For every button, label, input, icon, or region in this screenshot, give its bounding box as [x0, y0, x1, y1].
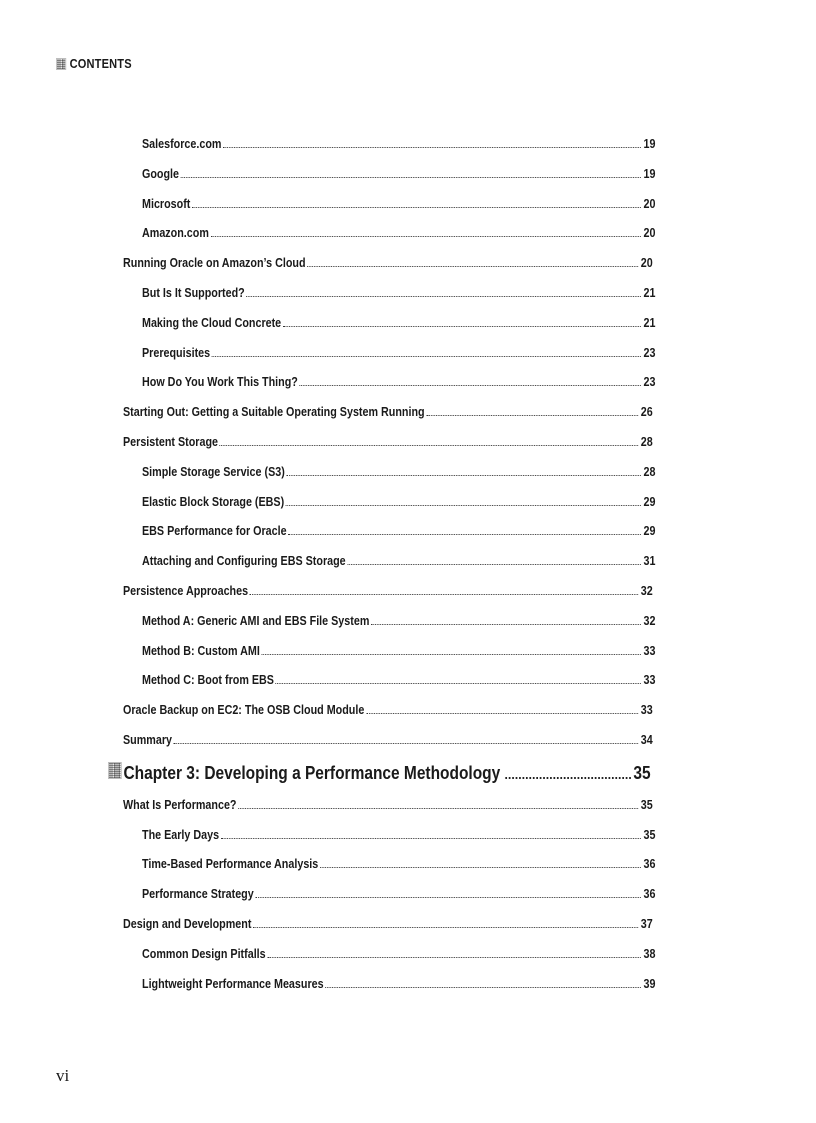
toc-entry-page: 28: [640, 435, 653, 449]
toc-entry[interactable]: [123, 733, 739, 753]
dot-leader: [253, 926, 638, 928]
toc-entry-page: 29: [643, 494, 656, 509]
toc-entry[interactable]: [142, 465, 739, 485]
toc-entry-title: Making the Cloud Concrete: [142, 315, 282, 330]
dot-leader: [371, 623, 641, 625]
dot-leader: [246, 295, 640, 297]
toc-entry-page: 32: [643, 613, 656, 628]
dot-leader: [288, 533, 641, 535]
toc-entry-page: 20: [640, 256, 653, 271]
dot-leader: [223, 146, 641, 148]
toc-entry-title: Method A: Generic AMI and EBS File System: [142, 613, 370, 628]
toc-entry[interactable]: [123, 584, 739, 604]
toc-entry-page: 23: [643, 375, 656, 390]
toc-entry[interactable]: [142, 947, 739, 967]
toc-entry-title: Performance Strategy: [142, 887, 254, 902]
toc-entry-page: 26: [640, 405, 653, 420]
toc-entry-title: Amazon.com: [142, 226, 209, 241]
toc-entry-title: Summary: [123, 733, 173, 747]
toc-entry[interactable]: [142, 673, 739, 693]
hatch-square-icon: [56, 58, 66, 70]
toc-entry-page: 35: [640, 797, 653, 812]
toc-entry-page: 37: [640, 917, 653, 931]
toc-entry[interactable]: [123, 256, 739, 276]
dot-leader: [267, 956, 641, 958]
dot-leader: [325, 986, 641, 988]
toc-entry-page: 20: [643, 196, 656, 211]
toc-entry-title: The Early Days: [142, 827, 220, 842]
toc-entry[interactable]: [142, 346, 739, 366]
toc-entry-title: Persistence Approaches: [123, 584, 249, 598]
dot-leader: [238, 807, 638, 809]
toc-entry-title: Attaching and Configuring EBS Storage: [142, 554, 346, 569]
toc-entry-title: What Is Performance?: [123, 797, 237, 812]
toc-entry[interactable]: [142, 828, 739, 848]
dot-leader: [221, 837, 641, 839]
toc-entry-page: 35: [643, 827, 656, 842]
toc-entry-page: 36: [643, 887, 656, 902]
toc-entry[interactable]: [142, 137, 739, 157]
toc-entry[interactable]: [142, 524, 739, 544]
toc-entry-page: 21: [643, 286, 656, 300]
dot-leader: [286, 504, 641, 506]
toc-entry-page: 36: [643, 857, 656, 872]
toc-entry-title: Method C: Boot from EBS: [142, 673, 274, 688]
dot-leader: [366, 712, 638, 714]
toc-entry-page: 33: [643, 673, 656, 688]
toc-entry-title: Elastic Block Storage (EBS): [142, 494, 285, 509]
dot-leader: [320, 866, 641, 868]
toc-entry-title: Oracle Backup on EC2: The OSB Cloud Module: [123, 703, 365, 718]
toc-entry-page: 33: [640, 703, 653, 718]
dot-leader: [287, 474, 641, 476]
toc-entry[interactable]: [142, 197, 739, 217]
toc-entry-title: Design and Development: [123, 917, 252, 931]
toc-entry-title: EBS Performance for Oracle: [142, 524, 287, 539]
toc-entry[interactable]: [142, 554, 739, 574]
toc-entry[interactable]: [142, 495, 739, 515]
toc-entry-title: Prerequisites: [142, 345, 211, 360]
toc-entry-title: Google: [142, 166, 180, 181]
dot-leader: [181, 176, 641, 178]
toc-entry-page: 33: [643, 643, 656, 658]
toc-entry-title: Lightweight Performance Measures: [142, 976, 324, 991]
dot-leader: [426, 414, 638, 416]
chapter-title: Chapter 3: Developing a Performance Methodology: [123, 762, 501, 783]
dot-leader: [505, 776, 630, 779]
dot-leader: [276, 682, 641, 684]
chapter-page: 35: [633, 762, 651, 783]
toc-entry[interactable]: [142, 375, 739, 395]
dot-leader: [307, 265, 638, 267]
toc-entry-title: Microsoft: [142, 196, 191, 211]
running-head-label: CONTENTS: [69, 56, 132, 71]
toc-entry-page: 29: [643, 524, 656, 539]
toc-entry-page: 21: [643, 315, 656, 330]
toc-entry-title: Starting Out: Getting a Suitable Operating System Running: [123, 405, 425, 420]
toc-entry[interactable]: [142, 226, 739, 246]
toc-entry-title: Method B: Custom AMI: [142, 643, 260, 658]
toc-entry[interactable]: [123, 917, 739, 937]
toc-entry[interactable]: [142, 857, 739, 877]
toc-entry[interactable]: [142, 644, 739, 664]
toc-entry[interactable]: [142, 614, 739, 634]
dot-leader: [250, 593, 638, 595]
toc-entry-title: Time-Based Performance Analysis: [142, 857, 319, 872]
toc-entry-page: 28: [643, 464, 656, 479]
toc-entry[interactable]: [123, 798, 739, 818]
dot-leader: [347, 563, 641, 565]
toc-entry-title: Salesforce.com: [142, 137, 222, 151]
toc-entry-title: Common Design Pitfalls: [142, 946, 266, 961]
chapter-heading[interactable]: [108, 760, 739, 786]
toc-entry-page: 32: [640, 584, 653, 598]
dot-leader: [220, 444, 638, 446]
dot-leader: [174, 742, 638, 744]
toc-entry-title: But Is It Supported?: [142, 286, 245, 300]
toc-entry-title: Running Oracle on Amazon’s Cloud: [123, 256, 306, 271]
toc-entry[interactable]: [142, 887, 739, 907]
toc-entry-page: 19: [643, 166, 656, 181]
page-number: vi: [56, 1066, 70, 1085]
hatch-square-icon: [108, 762, 122, 779]
dot-leader: [255, 896, 640, 898]
running-head: [56, 56, 132, 71]
toc-entry[interactable]: [123, 703, 739, 723]
dot-leader: [211, 235, 641, 237]
dot-leader: [262, 653, 641, 655]
dot-leader: [283, 325, 641, 327]
toc-entry[interactable]: [142, 286, 739, 306]
toc-entry[interactable]: [123, 435, 739, 455]
toc-entry-page: 19: [643, 137, 656, 151]
toc-entry-title: Simple Storage Service (S3): [142, 464, 285, 479]
toc-entry-page: 20: [643, 226, 656, 241]
toc-entry-page: 31: [643, 554, 656, 569]
toc-entry-title: How Do You Work This Thing?: [142, 375, 298, 390]
toc-entry-page: 38: [643, 946, 656, 961]
toc-entry[interactable]: [142, 977, 739, 997]
toc-entry-page: 39: [643, 976, 656, 991]
toc-entry-title: Persistent Storage: [123, 435, 219, 449]
toc-entry-page: 34: [640, 733, 653, 747]
toc-entry[interactable]: [142, 316, 739, 336]
dot-leader: [192, 206, 641, 208]
toc-entry[interactable]: [123, 405, 739, 425]
toc-entry[interactable]: [142, 167, 739, 187]
toc-entry-page: 23: [643, 345, 656, 360]
dot-leader: [212, 355, 641, 357]
dot-leader: [300, 384, 641, 386]
